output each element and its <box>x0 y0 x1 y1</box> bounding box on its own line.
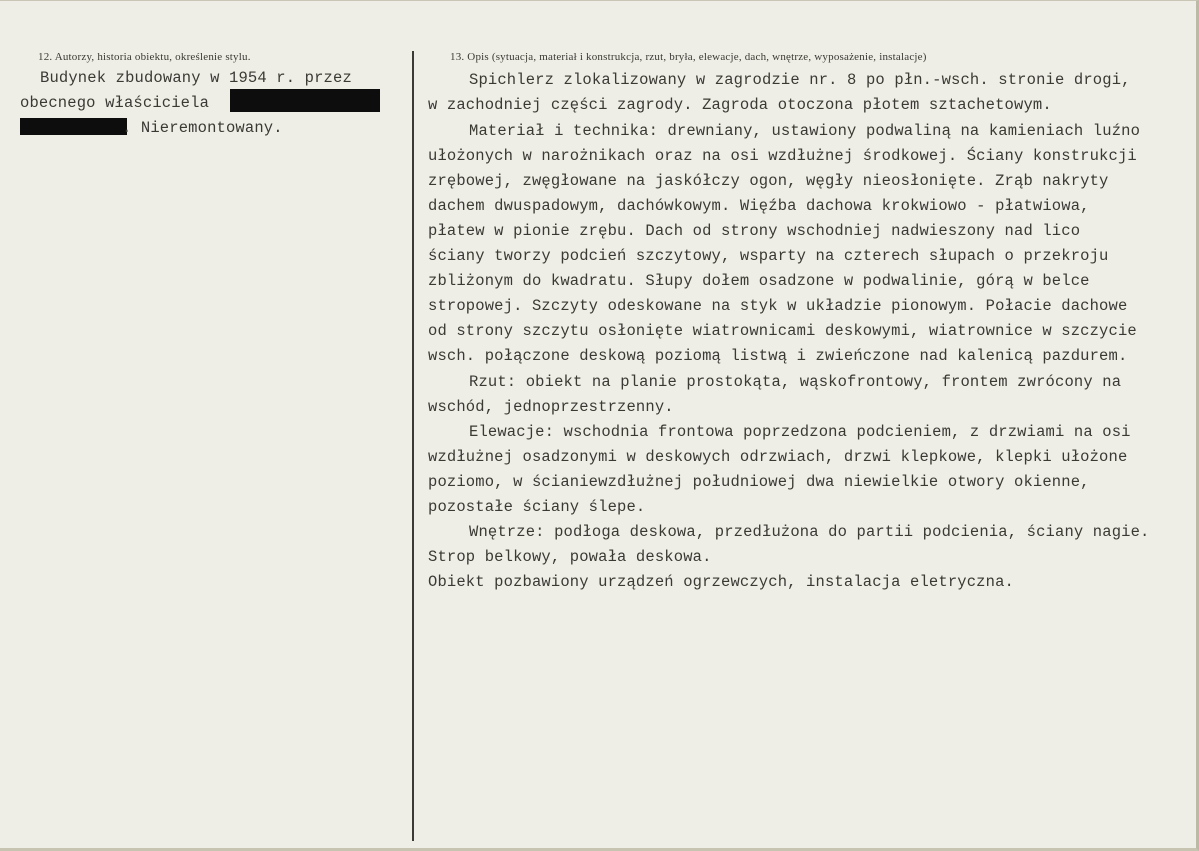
description-line: zbliżonym do kwadratu. Słupy dołem osadzone w podwalinie, górą w belce <box>428 272 1090 290</box>
description-line: dachem dwuspadowym, dachówkowym. Więźba dachowa krokwiowo - płatwiowa, <box>428 197 1090 215</box>
description-line: Materiał i technika: drewniany, ustawiony podwaliną na kamieniach luźno <box>469 122 1141 140</box>
description-line: wzdłużnej osadzonymi w deskowych odrzwiach, drzwi klepkowe, klepki ułożone <box>428 448 1128 466</box>
description-line: stropowej. Szczyty odeskowane na styk w układzie pionowym. Połacie dachowe <box>428 297 1128 315</box>
description-line: wschód, jednoprzestrzenny. <box>428 398 674 416</box>
section-12-heading: 12. Autorzy, historia obiektu, określenie stylu. <box>38 51 251 63</box>
description-line: Strop belkowy, powała deskowa. <box>428 548 712 566</box>
description-line: od strony szczytu osłonięte wiatrownicami deskowymi, wiatrownice w szczycie <box>428 322 1137 340</box>
description-line: płatew w pionie zrębu. Dach od strony wschodniej nadwieszony nad lico <box>428 222 1081 240</box>
column-divider <box>412 51 414 841</box>
redaction-bar <box>230 89 380 112</box>
section-13-heading: 13. Opis (sytuacja, materiał i konstrukcja, rzut, bryła, elewacje, dach, wnętrze, wyposażenie, instalacje) <box>450 51 927 63</box>
description-line: Obiekt pozbawiony urządzeń ogrzewczych, instalacja eletryczna. <box>428 573 1014 591</box>
description-line: Spichlerz zlokalizowany w zagrodzie nr. 8 po płn.-wsch. stronie drogi, <box>469 71 1131 89</box>
description-line: ułożonych w narożnikach oraz na osi wzdłużnej środkowej. Ściany konstrukcji <box>428 147 1137 165</box>
description-line: w zachodniej części zagrody. Zagroda otoczona płotem sztachetowym. <box>428 96 1052 114</box>
history-line-3: . Nieremontowany. <box>122 119 283 137</box>
description-line: poziomo, w ścianiewzdłużnej południowej dwa niewielkie otwory okienne, <box>428 473 1090 491</box>
description-line: ściany tworzy podcień szczytowy, wsparty na czterech słupach o przekroju <box>428 247 1109 265</box>
description-line: pozostałe ściany ślepe. <box>428 498 646 516</box>
description-line: Elewacje: wschodnia frontowa poprzedzona podcieniem, z drzwiami na osi <box>469 423 1131 441</box>
description-line: Rzut: obiekt na planie prostokąta, wąskofrontowy, frontem zwrócony na <box>469 373 1122 391</box>
description-line: wsch. połączone deskową poziomą listwą i zwieńczone nad kalenicą pazdurem. <box>428 347 1128 365</box>
redaction-bar <box>20 118 127 135</box>
history-line-2: obecnego właściciela <box>20 94 210 112</box>
history-line-1: Budynek zbudowany w 1954 r. przez <box>40 69 352 87</box>
description-line: Wnętrze: podłoga deskowa, przedłużona do partii podcienia, ściany nagie. <box>469 523 1150 541</box>
description-line: zrębowej, zwęgłowane na jaskółczy ogon, węgły nieosłonięte. Zrąb nakryty <box>428 172 1109 190</box>
